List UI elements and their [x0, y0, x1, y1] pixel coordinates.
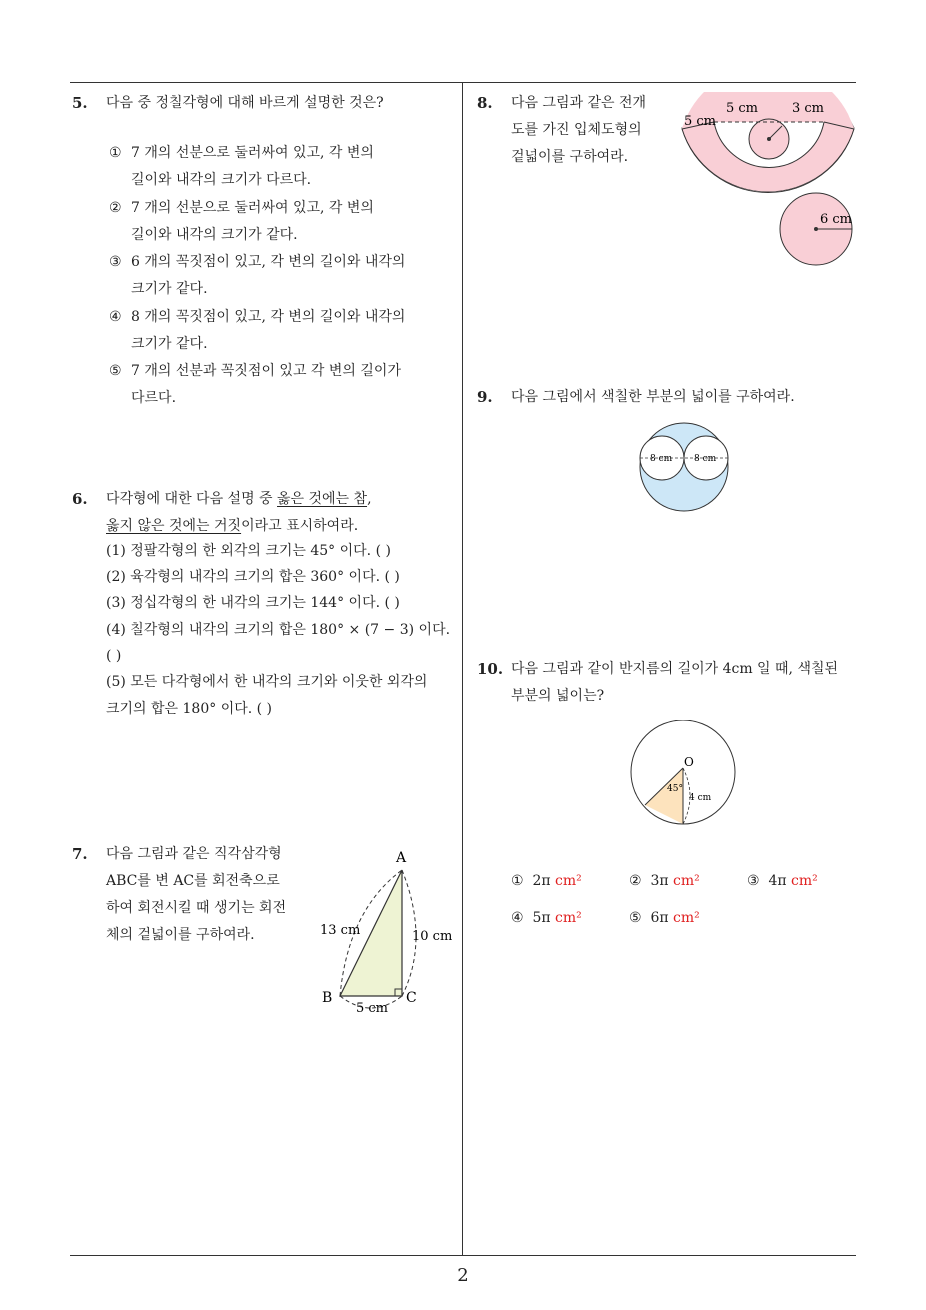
- option-1[interactable]: ① 7 개의 선분으로 둘러싸여 있고, 각 변의 길이와 내각의 크기가 다르다.: [109, 145, 374, 188]
- label-base: 5 cm: [356, 1001, 389, 1016]
- statement-5-cont: 크기의 합은 180° 이다. ( ): [106, 701, 273, 717]
- label-o: O: [684, 755, 694, 769]
- statement-3: (3) 정십각형의 한 내각의 크기는 144° 이다. ( ): [106, 595, 400, 611]
- question-number: 8.: [477, 94, 493, 112]
- option-5[interactable]: ⑤ 6π cm²: [629, 910, 700, 926]
- question-stem: 다음 그림에서 색칠한 부분의 넓이를 구하여라.: [511, 389, 795, 405]
- question-stem: 다음 그림과 같은 전개 도를 가진 입체도형의 겉넓이를 구하여라.: [511, 95, 647, 165]
- label-radius-6: 6 cm: [820, 212, 853, 227]
- option-5[interactable]: ⑤ 7 개의 선분과 꼭짓점이 있고 각 변의 길이가 다르다.: [109, 363, 401, 406]
- label-angle: 45°: [667, 784, 683, 794]
- top-rule: [70, 82, 856, 83]
- question-number: 5.: [72, 94, 88, 112]
- label-hypotenuse: 13 cm: [320, 923, 361, 938]
- question-stem: 다각형에 대한 다음 설명 중 옳은 것에는 참, 옳지 않은 것에는 거짓이라고 표시하여라.: [106, 491, 372, 534]
- question-number: 9.: [477, 388, 493, 406]
- label-a: A: [396, 850, 407, 866]
- label-diameter-1: 8 cm: [650, 454, 673, 464]
- bottom-rule: [70, 1255, 856, 1256]
- label-b: B: [322, 990, 333, 1006]
- option-1[interactable]: ① 2π cm²: [511, 873, 582, 889]
- statement-2: (2) 육각형의 내각의 크기의 합은 360° 이다. ( ): [106, 569, 400, 585]
- sector-figure: [627, 720, 739, 828]
- circles-figure: [635, 418, 735, 516]
- question-stem: 다음 그림과 같이 반지름의 길이가 4cm 일 때, 색칠된 부분의 넓이는?: [511, 661, 839, 704]
- question-number: 7.: [72, 845, 88, 863]
- statement-4: (4) 칠각형의 내각의 크기의 합은 180° × (7 − 3) 이다.: [106, 622, 451, 638]
- option-4[interactable]: ④ 5π cm²: [511, 910, 582, 926]
- statement-5: (5) 모든 다각형에서 한 내각의 크기와 이웃한 외각의: [106, 674, 428, 690]
- label-diameter-2: 8 cm: [694, 454, 717, 464]
- statement-4-blank: ( ): [106, 648, 122, 664]
- option-3[interactable]: ③ 4π cm²: [747, 873, 818, 889]
- question-number: 6.: [72, 490, 88, 508]
- column-divider: [462, 82, 463, 1255]
- label-radius: 4 cm: [689, 793, 712, 803]
- label-radius-3: 3 cm: [792, 101, 825, 116]
- triangle-figure: [300, 840, 460, 1025]
- question-stem: 다음 그림과 같은 직각삼각형 ABC를 변 AC를 회전축으로 하여 회전시킬 때 생기는 회전 체의 겉넓이를 구하여라.: [106, 846, 287, 943]
- question-stem: 다음 중 정칠각형에 대해 바르게 설명한 것은?: [106, 95, 384, 111]
- cone-net-figure: [670, 92, 870, 277]
- label-slant-2: 5 cm: [684, 114, 717, 129]
- label-c: C: [406, 990, 417, 1006]
- label-slant-1: 5 cm: [726, 101, 759, 116]
- label-height: 10 cm: [412, 929, 453, 944]
- option-4[interactable]: ④ 8 개의 꼭짓점이 있고, 각 변의 길이와 내각의 크기가 같다.: [109, 309, 406, 352]
- option-2[interactable]: ② 7 개의 선분으로 둘러싸여 있고, 각 변의 길이와 내각의 크기가 같다.: [109, 200, 374, 243]
- option-2[interactable]: ② 3π cm²: [629, 873, 700, 889]
- option-3[interactable]: ③ 6 개의 꼭짓점이 있고, 각 변의 길이와 내각의 크기가 같다.: [109, 254, 406, 297]
- question-number: 10.: [477, 660, 504, 678]
- page-number: 2: [457, 1265, 469, 1286]
- statement-1: (1) 정팔각형의 한 외각의 크기는 45° 이다. ( ): [106, 543, 391, 559]
